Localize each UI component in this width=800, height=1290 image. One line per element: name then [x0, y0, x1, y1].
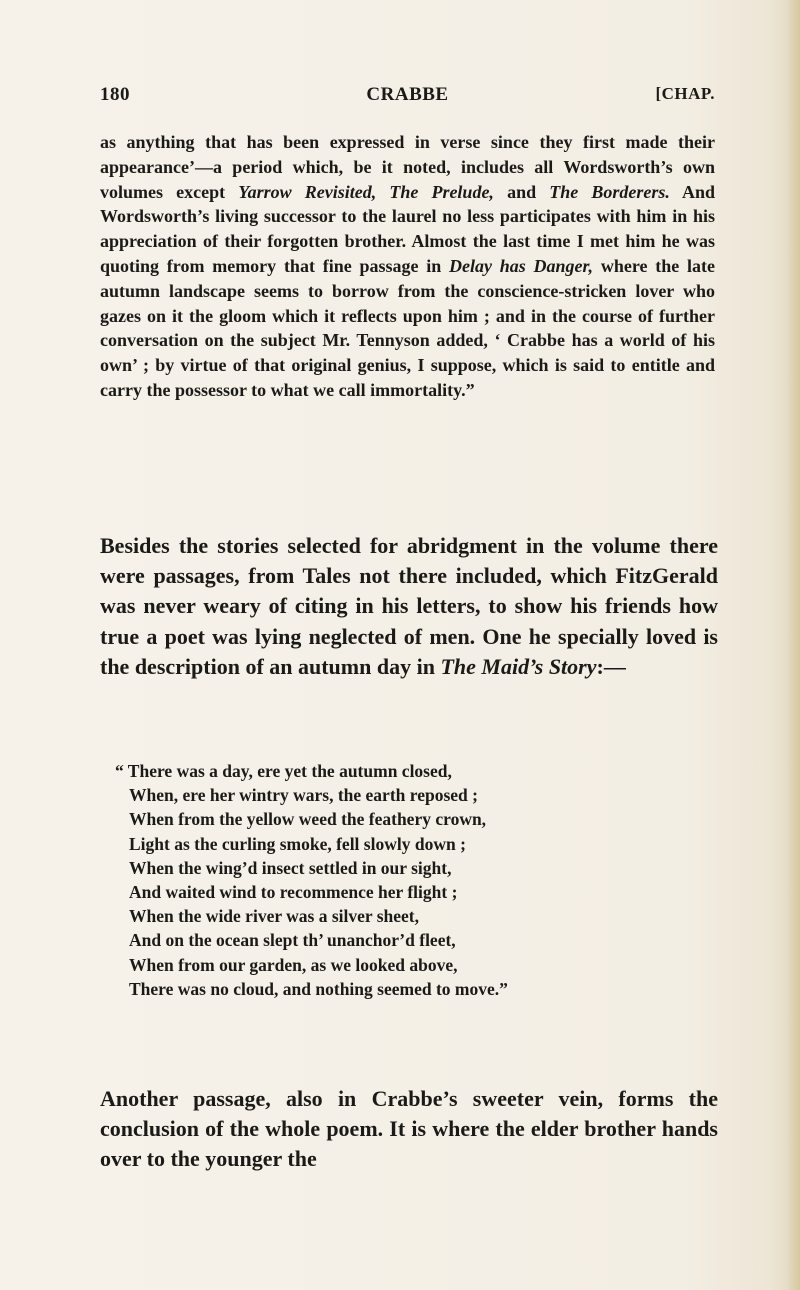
p2-text-2: :—	[596, 653, 626, 679]
p2-text-1: Besides the stories selected for abridgment in the volume there were passages, from Tales not there included, which FitzGerald was never weary of citing in his letters, to show his friends how true a poet was lying neglected of men. One he specially loved is the description of an autumn day in	[100, 533, 718, 679]
verse-line: “ There was a day, ere yet the autumn closed,	[115, 761, 452, 781]
paragraph-another-passage: Another passage, also in Crabbe’s sweeter vein, forms the conclusion of the whole poem. It is where the elder brother hands over to the younger the	[100, 1086, 718, 1172]
verse-line: And waited wind to recommence her flight ;	[129, 882, 458, 903]
paragraph-quotation-end	[100, 130, 715, 403]
p1-title-yarrow-prelude: Yarrow Revisited, The Prelude,	[238, 181, 494, 202]
verse-line: When from our garden, as we looked above,	[129, 954, 458, 975]
chapter-marker: [CHAP.	[655, 84, 715, 103]
p1-title-delay-has-danger: Delay has Danger,	[449, 255, 594, 276]
verse-line: There was no cloud, and nothing seemed to move.”	[129, 978, 508, 999]
verse-line: When, ere her wintry wars, the earth reposed ;	[129, 785, 478, 806]
verse-quotation	[115, 759, 715, 1001]
running-header	[100, 84, 715, 114]
page-number: 180	[100, 84, 130, 105]
verse-line: When the wide river was a silver sheet,	[129, 906, 420, 927]
p1-text-4: where the late autumn landscape seems to borrow from the conscience-stricken lover who gazes on it the gloom which it reflects upon him ; and in the course of further conversation on the subject Mr. Tennyson added, ‘ Crabbe has a world of his own’ ; by virtue of that original genius, I suppose, which is said to entitle and carry the possessor to what we call immortality.”	[100, 255, 715, 400]
verse-line: Light as the curling smoke, fell slowly down ;	[129, 833, 466, 854]
p1-text-1: as anything that has been expressed in verse since they first made their appearance’—a period which, be it noted, includes all Wordsworth’s own volumes except	[100, 132, 715, 202]
running-title: CRABBE	[366, 84, 449, 105]
verse-line: When the wing’d insect settled in our sight,	[129, 857, 452, 878]
paragraph-besides-stories	[100, 531, 718, 682]
page-edge-shading	[786, 0, 800, 1290]
verse-line: When from the yellow weed the feathery crown,	[129, 809, 487, 830]
p2-title-maids-story: The Maid’s Story	[440, 653, 597, 679]
p1-text-3: And Wordsworth’s living successor to the laurel no less participates with him in his appreciation of their forgotten brother. Almost the last time I met him he was quoting from memory that fine passage in	[100, 181, 715, 276]
p1-text-2: and	[493, 181, 550, 202]
verse-line: And on the ocean slept th’ unanchor’d fleet,	[129, 930, 456, 951]
p1-title-borderers: The Borderers.	[549, 181, 670, 202]
